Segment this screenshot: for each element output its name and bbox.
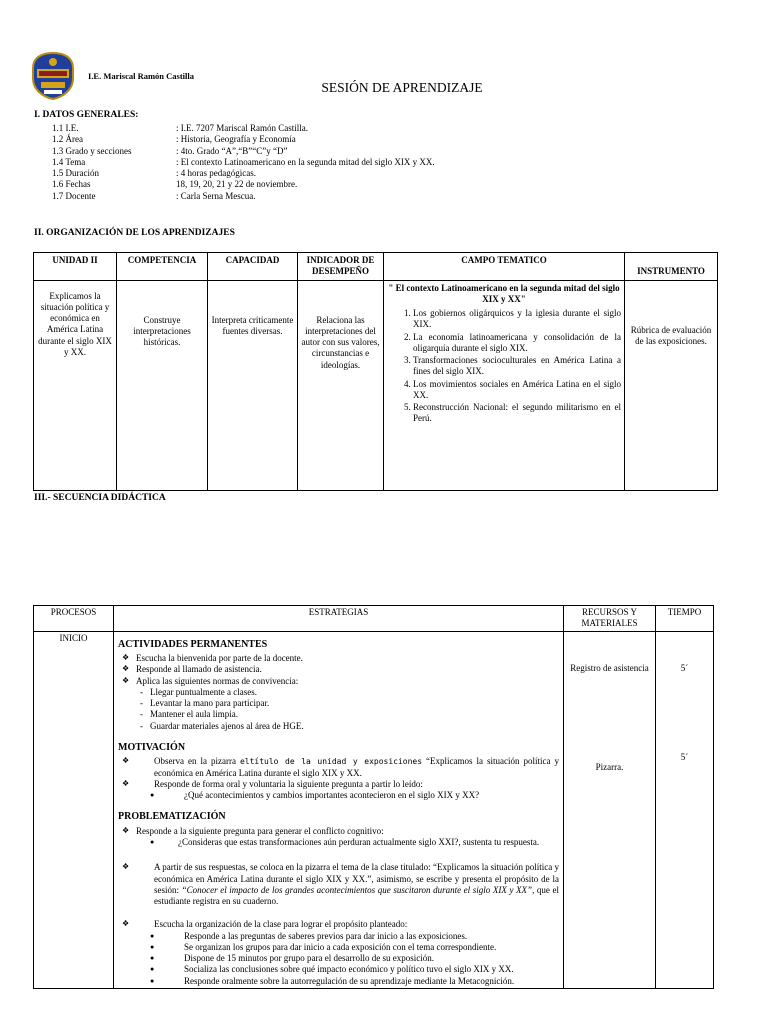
motivacion-text-b: “Explicamos la situación política y económica en América Latina durante el siglo XIX y XX.: [154, 756, 559, 778]
motivacion-paragraph: [118, 756, 559, 779]
col-header-recursos: RECURSOS Y MATERIALES: [564, 606, 656, 632]
datos-value: : I.E. 7207 Mariscal Ramón Castilla.: [176, 123, 308, 133]
cell-unidad: Explicamos la situación política y económica en América Latina durante el siglo XIX y XX.: [34, 280, 117, 490]
campo-title: " El contexto Latinoamericano en la segunda mitad del siglo XIX y XX": [388, 282, 620, 304]
datos-key: 1.7 Docente: [52, 190, 96, 201]
list-item: 5. Reconstrucción Nacional: el segundo militarismo en el Perú.: [413, 402, 621, 425]
list-item: 3. Transformaciones socioculturales en América Latina a fines del siglo XIX.: [413, 355, 621, 378]
col-header-tiempo: TIEMPO: [656, 606, 714, 632]
col-header-unidad: UNIDAD II: [34, 253, 117, 281]
cell-instrumento: Rúbrica de evaluación de las exposiciones.: [625, 280, 718, 490]
norma-item: - Llegar puntualmente a clases.: [118, 687, 559, 698]
list-item: ❖ Responde a la siguiente pregunta para generar el conflicto cognitivo:: [118, 826, 559, 837]
col-header-procesos: PROCESOS: [34, 606, 114, 632]
school-name: I.E. Mariscal Ramón Castilla: [88, 71, 195, 81]
col-header-instrumento: INSTRUMENTO: [625, 253, 718, 281]
datos-row: [52, 191, 552, 202]
problematizacion-title: PROBLEMATIZACIÓN: [118, 811, 226, 823]
page-title: SESIÓN DE APRENDIZAJE: [321, 80, 483, 95]
datos-row: [52, 134, 552, 145]
cell-recursos: [564, 631, 656, 988]
col-header-indicador: INDICADOR DE DESEMPEÑO: [298, 253, 384, 281]
datos-value: : El contexto Latinoamericano en la segunda mitad del siglo XIX y XX.: [176, 156, 435, 167]
motivacion-title: MOTIVACIÓN: [118, 741, 186, 753]
secuencia-table: [33, 605, 714, 989]
tiempo-value: 5´: [680, 662, 689, 673]
norma-item: - Guardar materiales ajenos al área de HGE.: [118, 721, 559, 732]
datos-key: 1.5 Duración: [52, 168, 99, 179]
list-item: 4. Los movimientos sociales en América Latina en el siglo XX.: [413, 379, 621, 402]
proposito-text-italic: “Conocer el impacto de los grandes acontecimientos que suscitaron durante el siglo XIX y XX”: [181, 884, 533, 895]
recurso-pizarra: Pizarra.: [595, 761, 624, 772]
list-item: ❖ Aplica las siguientes normas de convivencia:: [118, 676, 559, 687]
list-item: ● Responde a las preguntas de saberes previos para dar inicio a las exposiciones.: [118, 931, 559, 942]
datos-row: [52, 157, 552, 168]
datos-row: [52, 123, 552, 134]
datos-key: 1.1 I.E.: [52, 123, 79, 133]
list-item: ❖ Escucha la organización de la clase para lograr el propósito planteado:: [118, 919, 559, 930]
datos-value: : Historia, Geografía y Economía: [176, 134, 296, 145]
datos-key: 1.6 Fechas: [52, 179, 91, 190]
cell-proceso-inicio: INICIO: [34, 631, 114, 988]
question-item: ● ¿Consideras que estas transformaciones aún perduran actualmente siglo XXI?, sustenta tu respuesta.: [118, 837, 559, 848]
cell-competencia: Construye interpretaciones históricas.: [117, 280, 208, 490]
cell-capacidad: Interpreta críticamente fuentes diversas.: [208, 280, 298, 490]
list-item: ● Socializa las conclusiones sobre qué impacto económico y político tuvo el siglo XIX y XX.: [118, 964, 559, 975]
datos-key: 1.4 Tema: [52, 156, 86, 167]
list-item: ❖ Responde al llamado de asistencia.: [118, 664, 559, 675]
list-item: ● Responde oralmente sobre la autorregulación de su aprendizaje mediante la Metacognición.: [118, 976, 559, 987]
datos-row: [52, 168, 552, 179]
col-header-campo: CAMPO TEMATICO: [384, 253, 625, 281]
tiempo-value: 5´: [680, 751, 689, 762]
list-item: ❖ Escucha la bienvenida por parte de la docente.: [118, 653, 559, 664]
cell-campo-tematico: [384, 280, 625, 490]
datos-value: : 4to. Grado “A”,“B”“C”y “D”: [176, 145, 288, 156]
campo-list: [387, 308, 621, 425]
norma-item: - Mantener el aula limpia.: [118, 709, 559, 720]
list-item: ● Dispone de 15 minutos por grupo para el desarrollo de su exposición.: [118, 953, 559, 964]
norma-item: - Levantar la mano para participar.: [118, 698, 559, 709]
section-datos-heading: I. DATOS GENERALES:: [34, 110, 139, 120]
col-header-estrategias: ESTRATEGIAS: [114, 606, 564, 632]
datos-value: : 4 horas pedagógicas.: [176, 168, 256, 179]
col-header-competencia: COMPETENCIA: [117, 253, 208, 281]
cell-estrategias: [114, 631, 564, 988]
cell-tiempo: [656, 631, 714, 988]
col-header-capacidad: CAPACIDAD: [208, 253, 298, 281]
cell-indicador: Relaciona las interpretaciones del autor con sus valores, circunstancias e ideologías.: [298, 280, 384, 490]
list-item: 1. Los gobiernos oligárquicos y la iglesia durante el siglo XIX.: [413, 308, 621, 331]
list-item: ● Se organizan los grupos para dar inicio a cada exposición con el tema correspondiente.: [118, 942, 559, 953]
datos-value: 18, 19, 20, 21 y 22 de noviembre.: [176, 179, 298, 190]
proposito-text-b: , que el estudiante registra en su cuaderno.: [154, 884, 559, 906]
datos-key: 1.2 Área: [52, 134, 83, 145]
motivacion-text-a: Observa en la pizarra: [154, 756, 240, 767]
list-item: 2. La economía latinoamericana y consolidación de la oligarquía durante el siglo XIX.: [413, 332, 621, 355]
datos-row: [52, 179, 552, 190]
organizacion-table: [33, 252, 718, 491]
datos-key: 1.3 Grado y secciones: [52, 145, 132, 156]
list-item: ❖ Responde de forma oral y voluntaria la siguiente pregunta a partir lo leído:: [118, 779, 559, 790]
datos-value: : Carla Serna Mescua.: [176, 190, 256, 201]
actividades-permanentes-title: ACTIVIDADES PERMANENTES: [118, 638, 268, 650]
section-organizacion-heading: II. ORGANIZACIÓN DE LOS APRENDIZAJES: [34, 228, 235, 238]
proposito-text-a: A partir de sus respuestas, se coloca en la pizarra el tema de la clase titulado: “Explicamos la situación política y económica en América Latina durante el siglo XIX y XX.”, asimismo, se escribe y presenta el propósito de la sesión:: [154, 862, 559, 895]
datos-row: [52, 146, 552, 157]
recurso-registro: Registro de asistencia: [570, 662, 649, 673]
question-item: ● ¿Qué acontecimientos y cambios importantes acontecieron en el siglo XIX y XX?: [118, 790, 559, 801]
section-secuencia-heading: III.- SECUENCIA DIDÁCTICA: [34, 493, 166, 503]
motivacion-text-mono: eltítulo de la unidad y exposiciones: [239, 757, 423, 767]
proposito-paragraph: [118, 862, 559, 907]
datos-generales-list: [52, 123, 552, 202]
